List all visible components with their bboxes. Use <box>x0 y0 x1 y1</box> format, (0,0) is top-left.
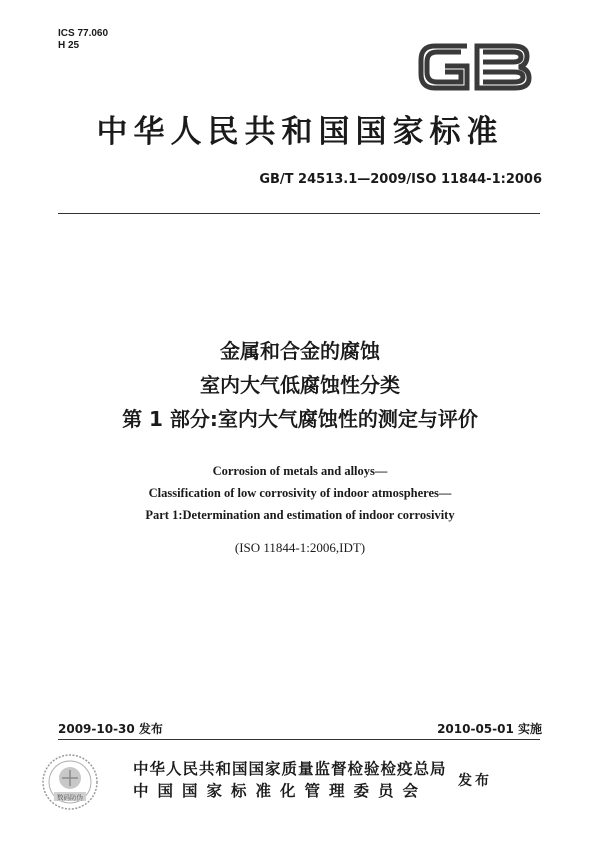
top-divider <box>58 213 540 214</box>
iso-reference: (ISO 11844-1:2006,IDT) <box>234 540 366 555</box>
issuer-line1: 中华人民共和国国家质量监督检验检疫总局 <box>133 760 447 778</box>
title-en-line3: Part 1:Determination and estimation of indoor corrosivity <box>145 508 455 522</box>
standard-number: GB/T 24513.1—2009/ISO 11844-1:2006 <box>259 172 542 187</box>
anti-counterfeit-seal <box>40 752 100 812</box>
bottom-divider <box>58 739 540 740</box>
publish-date: 2009-10-30 发布 <box>58 722 163 736</box>
gb-logo <box>415 38 535 96</box>
ccs-code: H 25 <box>58 40 80 51</box>
implement-date: 2010-05-01 实施 <box>437 722 542 736</box>
ics-code: ICS 77.060 <box>58 28 109 39</box>
title-en-line1: Corrosion of metals and alloys— <box>212 464 388 478</box>
issuer-line2: 中国国家标准化管理委员会 <box>133 782 428 800</box>
title-zh-line1: 金属和合金的腐蚀 <box>220 339 380 363</box>
standard-title: 中华人民共和国国家标准 <box>96 114 504 150</box>
seal-text: 数码防伪 <box>57 793 83 802</box>
issuing-authorities <box>133 758 447 802</box>
classification-codes <box>58 28 108 52</box>
title-zh-line2: 室内大气低腐蚀性分类 <box>200 373 400 397</box>
document-title-zh <box>0 334 600 436</box>
title-zh-line3: 第 1 部分:室内大气腐蚀性的测定与评价 <box>122 407 478 431</box>
title-en-line2: Classification of low corrosivity of indoor atmospheres— <box>148 486 452 500</box>
issue-label: 发布 <box>458 773 492 789</box>
document-title-en <box>0 460 600 526</box>
